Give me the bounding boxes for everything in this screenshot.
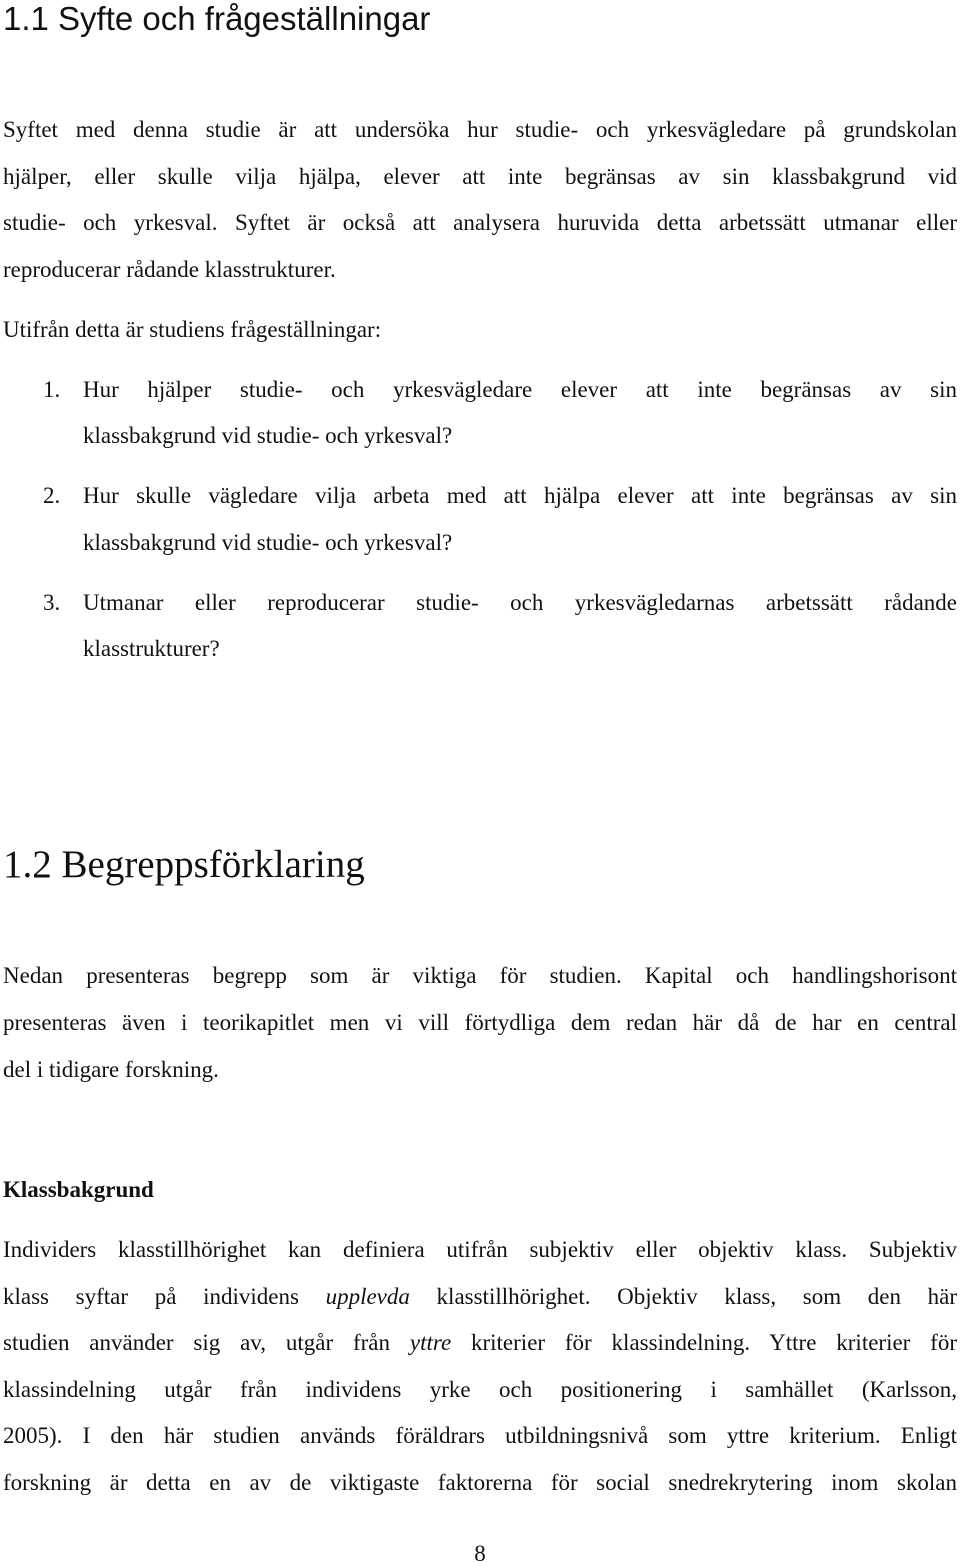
question-number: 2.	[43, 483, 61, 508]
question-number: 1.	[43, 377, 61, 402]
paragraph-line: Individers klasstillhörighet kan definiera utifrån subjektiv eller objektiv klass. Subjektiv	[3, 1237, 957, 1262]
emphasis-yttre: yttre	[409, 1330, 452, 1355]
emphasis-upplevda: upplevda	[325, 1284, 410, 1309]
paragraph-line: reproducerar rådande klasstrukturer.	[3, 257, 336, 282]
question-text: Utmanar eller reproducerar studie- och yrkesvägledarnas arbetssätt rådande	[83, 590, 957, 615]
question-text: klassbakgrund vid studie- och yrkesval?	[83, 530, 453, 555]
question-number: 3.	[43, 590, 61, 615]
question-text: klasstrukturer?	[83, 636, 220, 661]
question-text: Hur skulle vägledare vilja arbeta med att hjälpa elever att inte begränsas av sin	[83, 483, 957, 508]
section-heading-syfte: 1.1 Syfte och frågeställningar	[3, 0, 431, 37]
paragraph-line: klassindelning utgår från individens yrke och positionering i samhället (Karlsson,	[3, 1377, 957, 1402]
paragraph-line: klass syftar på individens upplevda klasstillhörighet. Objektiv klass, som den här	[3, 1284, 957, 1309]
paragraph-line: hjälper, eller skulle vilja hjälpa, elever att inte begränsas av sin klassbakgrund vid	[3, 164, 957, 189]
paragraph-line: presenteras även i teorikapitlet men vi vill förtydliga dem redan här då de har en central	[3, 1010, 957, 1035]
question-text: Hur hjälper studie- och yrkesvägledare elever att inte begränsas av sin	[83, 377, 957, 402]
paragraph-line: Nedan presenteras begrepp som är viktiga för studien. Kapital och handlingshorisont	[3, 963, 957, 988]
paragraph-line: studie- och yrkesval. Syftet är också att analysera huruvida detta arbetssätt utmanar eller	[3, 210, 957, 235]
page-number: 8	[474, 1541, 486, 1566]
paragraph-line: forskning är detta en av de viktigaste faktorerna för social snedrekrytering inom skolan	[3, 1470, 957, 1495]
paragraph-line: 2005). I den här studien används föräldrars utbildningsnivå som yttre kriterium. Enligt	[3, 1423, 957, 1448]
paragraph-line: del i tidigare forskning.	[3, 1057, 219, 1082]
question-text: klassbakgrund vid studie- och yrkesval?	[83, 423, 453, 448]
paragraph-line: studien använder sig av, utgår från yttre kriterier för klassindelning. Yttre kriterier för	[3, 1330, 957, 1355]
questions-intro: Utifrån detta är studiens frågeställningar:	[3, 317, 382, 342]
subheading-klassbakgrund: Klassbakgrund	[3, 1177, 154, 1202]
section-heading-begrepp: 1.2 Begreppsförklaring	[3, 843, 365, 886]
paragraph-line: Syftet med denna studie är att undersöka hur studie- och yrkesvägledare på grundskolan	[3, 117, 957, 142]
